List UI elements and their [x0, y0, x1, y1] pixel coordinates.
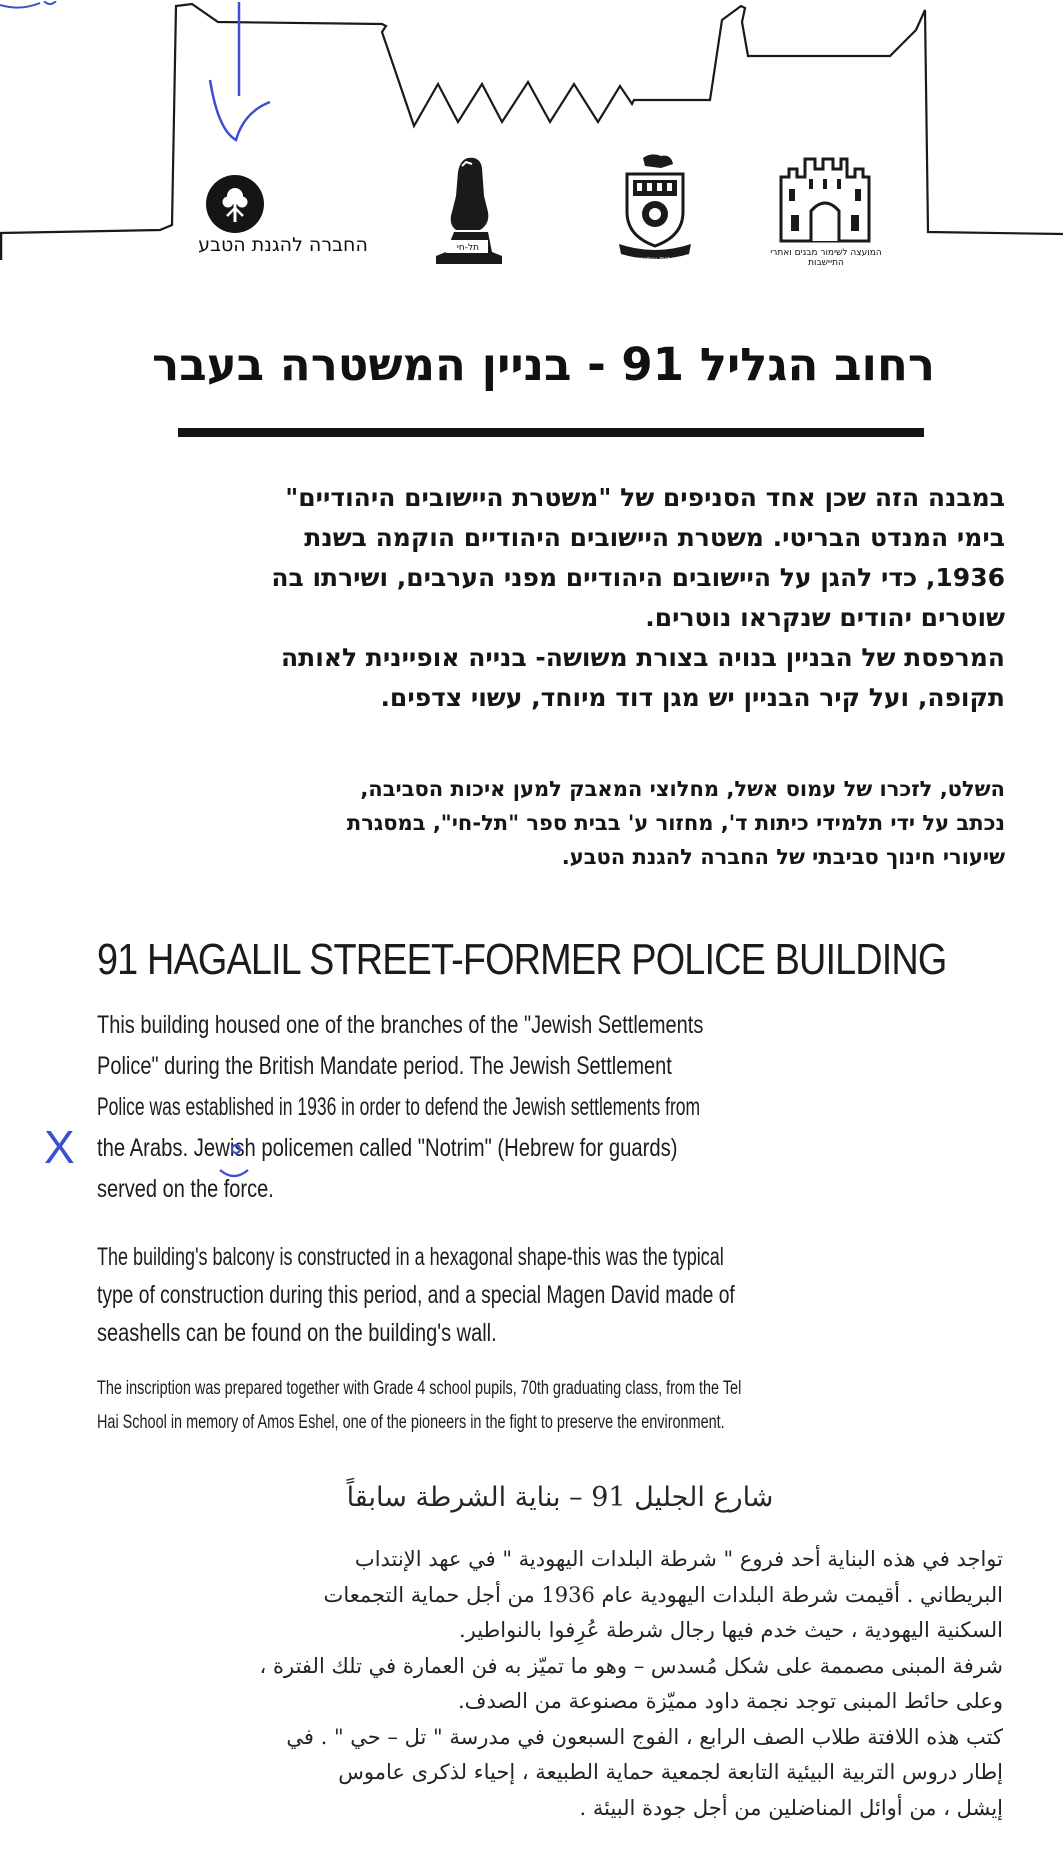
- hebrew-p2-line: השלט, לזכרו של עמוס אשל, מחלוצי המאבק למען איכות הסביבה,: [360, 777, 1005, 801]
- arabic-title: شارع الجليل 91 – بناية الشرطة سابقاً: [346, 1482, 774, 1513]
- nature-society-caption: החברה להגנת הטבע: [198, 234, 368, 256]
- arabic-paragraph: [90, 1542, 1003, 1826]
- pen-comma-correction: [216, 1142, 252, 1184]
- sign-frame-outline: [0, 0, 1063, 260]
- english-p1-line: Police was established in 1936 in order to defend the Jewish settlements from: [97, 1093, 701, 1121]
- city-emblem-logo: [615, 152, 695, 264]
- hebrew-title: רחוב הגליל 91 - בניין המשטרה בעבר: [152, 338, 935, 391]
- english-paragraph-3: [97, 1372, 1003, 1440]
- margin-x-mark: X: [44, 1121, 75, 1173]
- tree-icon: [205, 174, 265, 234]
- pen-arrow-mark: [204, 0, 274, 154]
- english-p2-line: type of construction during this period, and a special Magen David made of: [97, 1281, 735, 1309]
- preservation-council-caption: המועצה לשימור מבנים ואתרי התיישבות: [770, 248, 882, 268]
- arabic-line: إطار دروس التربية البيئية التابعة لجمعية حماية الطبيعة ، إحياء لذكرى عاموس: [338, 1760, 1003, 1784]
- title-divider: [178, 428, 924, 437]
- hebrew-paragraph-2: [95, 772, 1005, 874]
- hebrew-p1-line: המרפסת של הבניין בנויה בצורת משושה- בנייה אופיינית לאותה: [280, 643, 1005, 672]
- monument-plaque-text: תל-חי: [456, 243, 480, 253]
- arabic-line: السكنية اليهودية ، حيث خدم فيها رجال شرطة عُرِفوا بالنواطير.: [458, 1618, 1003, 1642]
- hebrew-p1-line: במבנה הזה שכן אחד הסניפים של "משטרת היישובים היהודיים": [285, 483, 1005, 512]
- fortress-gate-icon: [775, 155, 875, 245]
- arabic-line: شرفة المبنى مصممة على شكل مُسدس – وهو ما تميّز به فن العمارة في تلك الفترة ،: [259, 1653, 1003, 1678]
- hebrew-p2-line: נכתב על ידי תלמידי כיתות ד', מחזור ע' בבית ספר "תל-חי", במסגרת: [346, 811, 1005, 835]
- shield-icon: [615, 152, 695, 264]
- english-p3-line: Hai School in memory of Amos Eshel, one of the pioneers in the fight to preserve the environment.: [97, 1412, 725, 1433]
- preservation-council-logo: [775, 155, 875, 245]
- arabic-line: كتب هذه اللافتة طلاب الصف الرابع ، الفوج السبعون في مدرسة " تل – حي " . في: [286, 1724, 1003, 1749]
- english-title: 91 HAGALIL STREET-FORMER POLICE BUILDING: [97, 935, 947, 984]
- english-p1-line: the Arabs. Jewish policemen called "Notrim" (Hebrew for guards): [97, 1134, 678, 1162]
- english-p1-line: This building housed one of the branches of the "Jewish Settlements: [97, 1011, 704, 1039]
- english-p1-line: Police" during the British Mandate period. The Jewish Settlement: [97, 1052, 672, 1080]
- hebrew-paragraph-1: [95, 478, 1005, 718]
- english-p1-line: served on the force.: [97, 1175, 274, 1203]
- pen-corner-mark: [0, 0, 60, 19]
- hebrew-p1-line: 1936, כדי להגן על היישובים היהודיים מפני הערבים, ושירתו בה: [271, 563, 1005, 592]
- hebrew-p1-line: בימי המנדט הבריטי. משטרת היישובים היהודיים הוקמה בשנת: [304, 523, 1005, 552]
- hebrew-p1-line: שוטרים יהודים שנקראו נוטרים.: [645, 603, 1005, 632]
- arabic-line: تواجد في هذه البناية أحد فروع " شرطة البلدات اليهودية " في عهد الإنتداب: [354, 1547, 1003, 1571]
- english-p2-line: The building's balcony is constructed in a hexagonal shape-this was the typical: [97, 1243, 724, 1271]
- hebrew-p2-line: שיעורי חינוך סביבתי של החברה להגנת הטבע.: [561, 845, 1005, 869]
- english-p3-line: The inscription was prepared together with Grade 4 school pupils, 70th graduating class, from the Tel: [97, 1378, 742, 1399]
- arabic-line: وعلى حائط المبنى توجد نجمة داود مميّزة مصنوعة من الصدف.: [458, 1689, 1003, 1713]
- english-paragraph-2: [97, 1238, 1003, 1352]
- english-p2-line: seashells can be found on the building's wall.: [97, 1319, 497, 1347]
- nature-society-logo: [205, 174, 265, 234]
- arabic-line: إيشل ، من أوائل المناضلين من أجل جودة البيئة .: [579, 1795, 1003, 1820]
- arabic-line: البريطاني . أقيمت شرطة البلدات اليهودية عام 1936 من أجل حماية التجمعات: [323, 1582, 1003, 1607]
- city-emblem-ribbon: קרית שמונה: [635, 255, 677, 264]
- hebrew-p1-line: תקופה, ועל קיר הבניין יש מגן דוד מיוחד, עשוי צדפים.: [380, 683, 1005, 712]
